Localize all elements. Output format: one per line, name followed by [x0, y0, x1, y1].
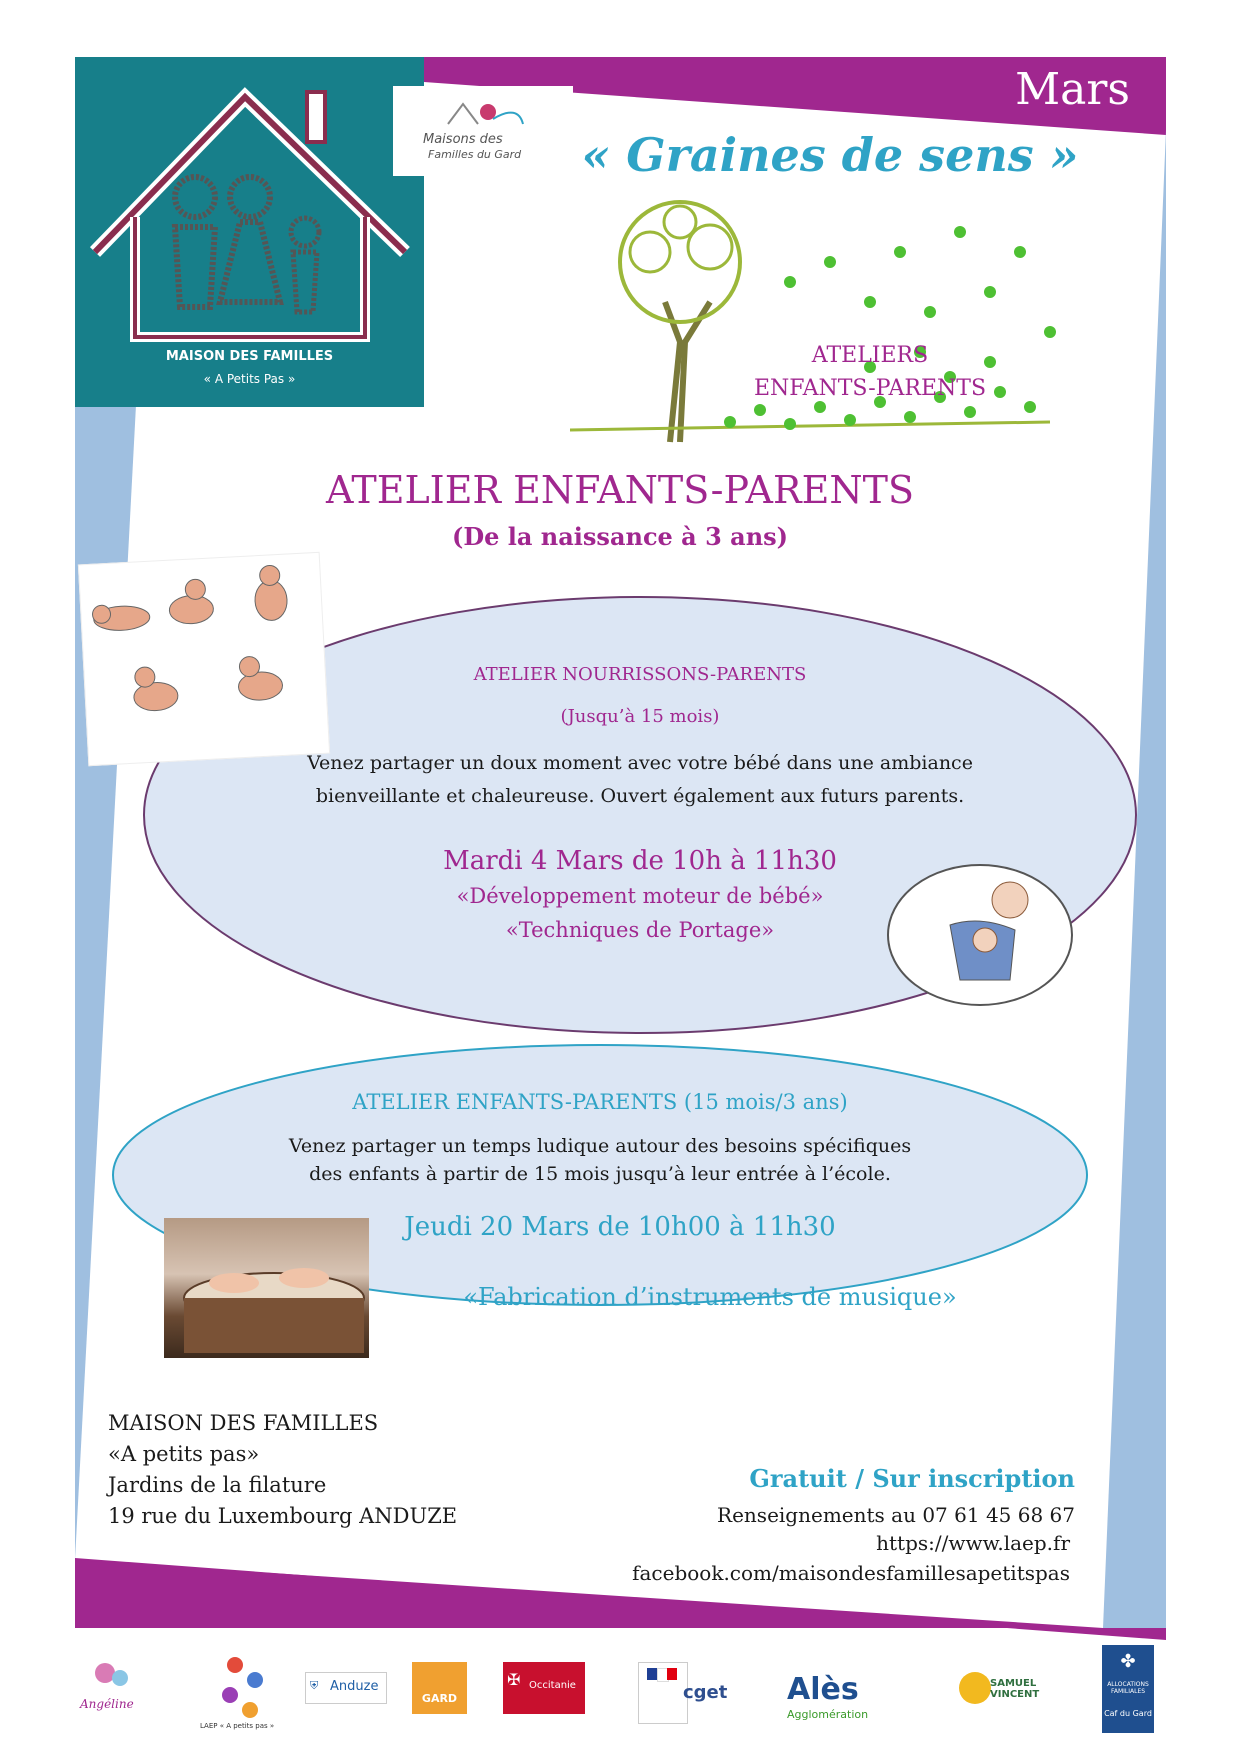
workshop1-topic1: «Développement moteur de bébé»	[456, 884, 824, 908]
logo-caption-line1: MAISON DES FAMILLES	[165, 349, 334, 364]
theme-title: « Graines de sens »	[581, 128, 1079, 182]
contact-facebook[interactable]: facebook.com/maisondesfamillesapetitspas	[632, 1561, 1070, 1585]
occitanie-logo	[503, 1662, 585, 1714]
contact-phone: Renseignements au 07 61 45 68 67	[717, 1503, 1075, 1527]
maison-des-familles-logo	[75, 57, 424, 407]
sponsor-logos-row	[75, 1640, 1165, 1740]
main-title: ATELIER ENFANTS-PARENTS	[326, 468, 914, 512]
cget-logo: cget	[683, 1682, 728, 1703]
workshop1-desc-line2: bienveillante et chaleureuse. Ouvert également aux futurs parents.	[315, 785, 965, 807]
babywearing-illustration	[880, 855, 1080, 1015]
bird-house-icon	[438, 94, 528, 134]
workshop1-topic2: «Techniques de Portage»	[505, 918, 775, 942]
occitanie-cross-icon: ✠	[507, 1670, 521, 1689]
drum-hands-icon	[164, 1218, 369, 1358]
maisons-familles-gard-logo	[393, 86, 573, 176]
caf-emblem-icon: ✤	[1120, 1651, 1136, 1672]
gard-logo	[412, 1662, 467, 1714]
caf-logo	[1102, 1645, 1154, 1733]
laep-label: LAEP « A petits pas »	[200, 1722, 275, 1730]
workshop2-title: ATELIER ENFANTS-PARENTS (15 mois/3 ans)	[352, 1090, 848, 1114]
main-subtitle: (De la naissance à 3 ans)	[451, 522, 789, 551]
svg-text:Angéline: Angéline	[80, 1697, 134, 1711]
workshop2-topic: «Fabrication d’instruments de musique»	[463, 1283, 957, 1311]
address-line1: MAISON DES FAMILLES	[108, 1411, 379, 1435]
anduze-label: Anduze	[330, 1679, 379, 1694]
small-logo-line1: Maisons des	[423, 132, 503, 147]
logo-caption-line2: « A Petits Pas »	[203, 372, 296, 386]
workshop1-title: ATELIER NOURRISSONS-PARENTS	[473, 664, 807, 685]
ales-subtitle: Agglomération	[787, 1708, 869, 1721]
tree-caption-line1: ATELIERS	[811, 343, 929, 368]
address-block	[108, 1408, 457, 1532]
anduze-logo	[305, 1672, 387, 1704]
workshop2-date: Jeudi 20 Mars de 10h00 à 11h30	[404, 1212, 836, 1242]
anduze-shield-icon: ⛨	[310, 1679, 319, 1692]
tree-illustration	[570, 192, 1070, 460]
caf-line1: ALLOCATIONS FAMILIALES	[1107, 1681, 1149, 1695]
address-line4: 19 rue du Luxembourg ANDUZE	[108, 1504, 458, 1528]
address-line3: Jardins de la filature	[108, 1473, 327, 1497]
free-registration: Gratuit / Sur inscription	[749, 1464, 1075, 1493]
tree-caption-line2: ENFANTS-PARENTS	[753, 376, 987, 401]
month-label: Mars	[1015, 64, 1130, 115]
small-logo-line2: Familles du Gard	[428, 148, 522, 161]
contact-website[interactable]: https://www.laep.fr	[876, 1531, 1070, 1555]
drum-photo	[164, 1218, 369, 1358]
babies-icon	[79, 553, 329, 765]
workshop1-desc-line1: Venez partager un doux moment avec votre bébé dans une ambiance	[307, 752, 973, 774]
occitanie-label: Occitanie	[529, 1680, 576, 1691]
address-line2: «A petits pas»	[108, 1442, 260, 1466]
caf-line2: Caf du Gard	[1104, 1709, 1152, 1718]
samuel-vincent-icon	[955, 1668, 995, 1708]
republique-logo	[638, 1662, 688, 1724]
workshop2-desc-line1: Venez partager un temps ludique autour des besoins spécifiques	[288, 1135, 912, 1157]
angeline-logo	[75, 1648, 145, 1728]
crawling-babies-image	[78, 552, 330, 766]
workshop1-date: Mardi 4 Mars de 10h à 11h30	[443, 846, 837, 876]
workshop2-desc-line2: des enfants à partir de 15 mois jusqu’à leur entrée à l’école.	[309, 1163, 891, 1185]
workshop1-age: (Jusqu’à 15 mois)	[560, 706, 720, 727]
samuel-vincent-logo: SAMUEL VINCENT	[990, 1678, 1040, 1700]
ales-logo: Alès	[787, 1672, 859, 1707]
gard-label: GARD	[421, 1692, 458, 1705]
